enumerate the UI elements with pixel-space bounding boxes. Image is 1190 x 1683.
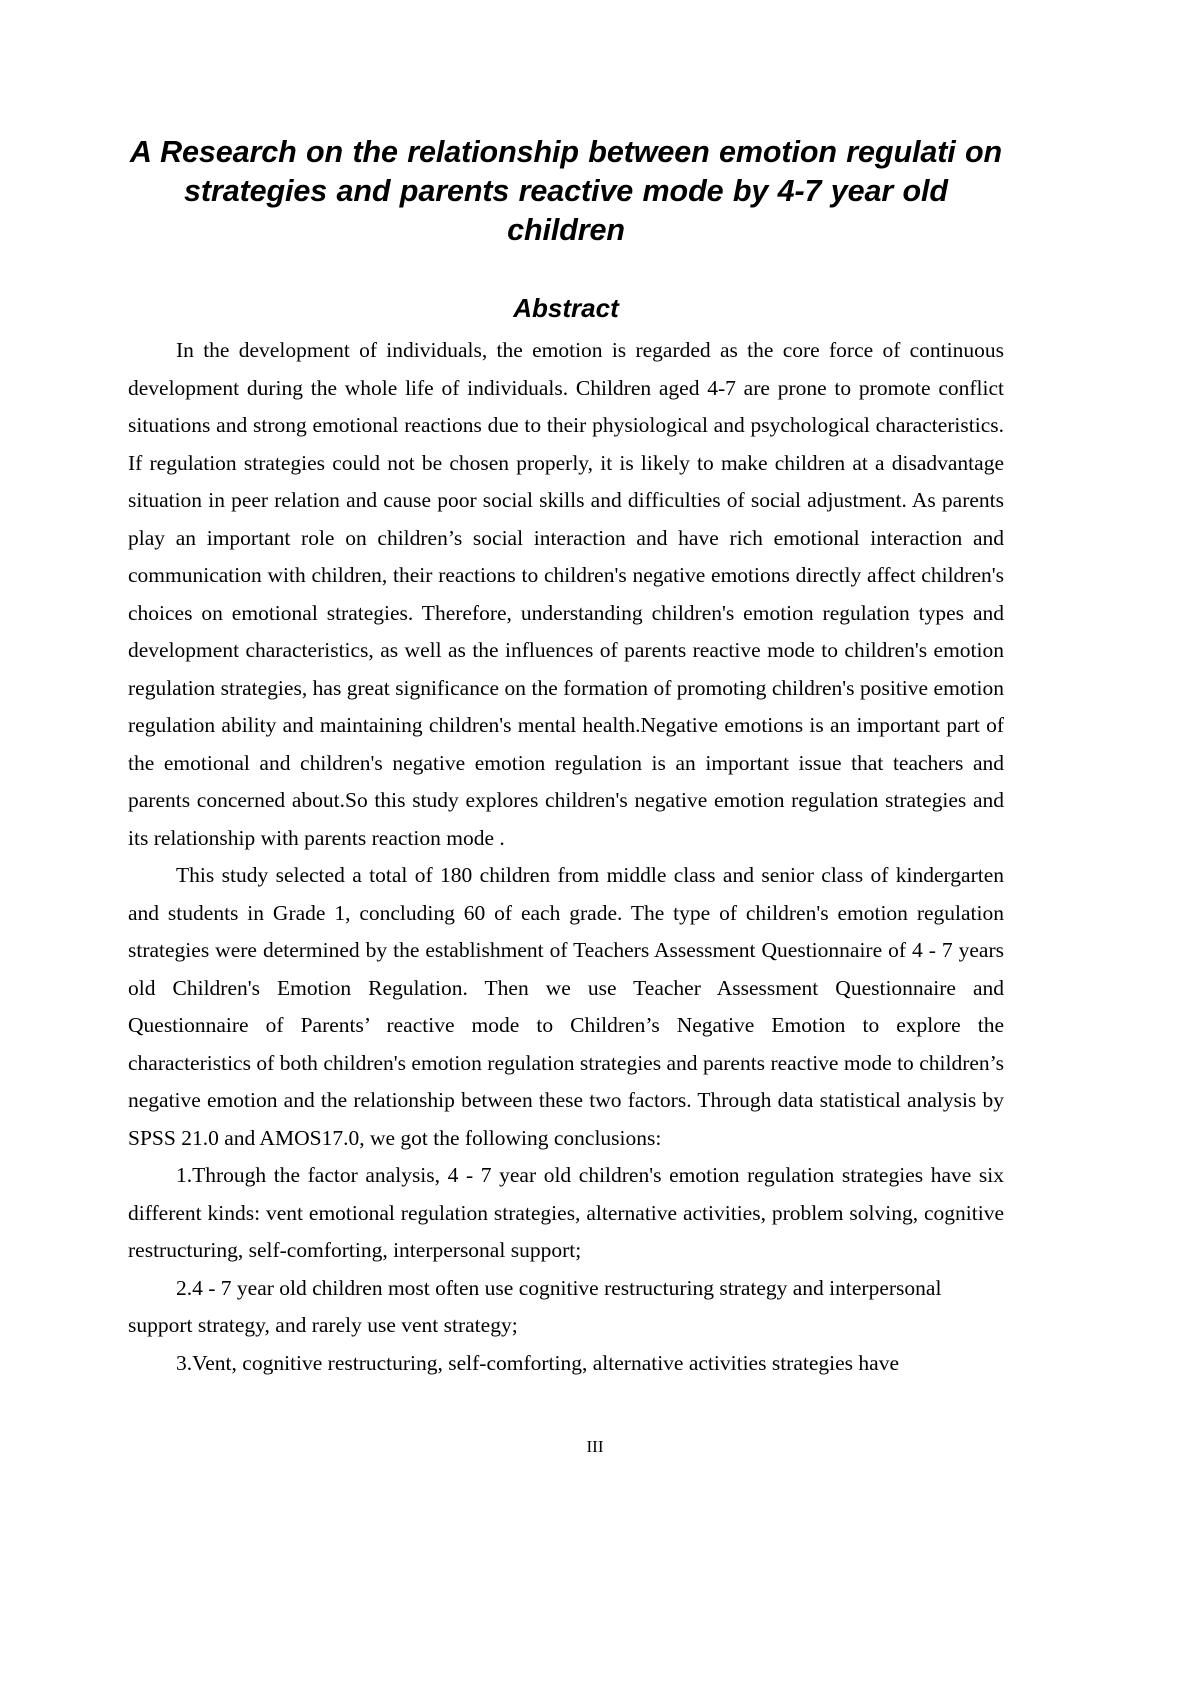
page-content <box>128 0 1004 1382</box>
conclusion-item-3: 3.Vent, cognitive restructuring, self-comforting, alternative activities strategies have <box>176 1350 899 1375</box>
conclusion-item-1: 1.Through the factor analysis, 4 - 7 year old children's emotion regulation strategies have six different kinds: vent emotional regulation strategies, alternative activities, problem solving, cognitive restructuring, self-comforting, interpersonal support; <box>128 1163 1004 1262</box>
conclusion-item-2: 2.4 - 7 year old children most often use cognitive restructuring strategy and interpersonal support strategy, and rarely use vent strategy; <box>128 1275 942 1337</box>
page-number: III <box>586 1437 604 1456</box>
abstract-heading: Abstract <box>513 293 619 323</box>
page-title: A Research on the relationship between emotion regulati on strategies and parents reactive mode by 4-7 year old children <box>129 135 1003 247</box>
abstract-body <box>128 332 1004 1382</box>
paragraph-1: In the development of individuals, the emotion is regarded as the core force of continuous development during the whole life of individuals. Children aged 4-7 are prone to promote conflict situations and strong emotional reactions due to their physiological and psychological characteristics. If regulation strategies could not be chosen properly, it is likely to make children at a disadvantage situation in peer relation and cause poor social skills and difficulties of social adjustment. As parents play an important role on children’s social interaction and have rich emotional interaction and communication with children, their reactions to children's negative emotions directly affect children's choices on emotional strategies. Therefore, understanding children's emotion regulation types and development characteristics, as well as the influences of parents reactive mode to children's emotion regulation strategies, has great significance on the formation of promoting children's positive emotion regulation ability and maintaining children's mental health.Negative emotions is an important part of the emotional and children's negative emotion regulation is an important issue that teachers and parents concerned about.So this study explores children's negative emotion regulation strategies and its relationship with parents reaction mode . <box>128 338 1004 850</box>
paragraph-2: This study selected a total of 180 children from middle class and senior class of kindergarten and students in Grade 1, concluding 60 of each grade. The type of children's emotion regulation strategies were determined by the establishment of Teachers Assessment Questionnaire of 4 - 7 years old Children's Emotion Regulation. Then we use Teacher Assessment Questionnaire and Questionnaire of Parents’ reactive mode to Children’s Negative Emotion to explore the characteristics of both children's emotion regulation strategies and parents reactive mode to children’s negative emotion and the relationship between these two factors. Through data statistical analysis by SPSS 21.0 and AMOS17.0, we got the following conclusions: <box>128 863 1004 1150</box>
